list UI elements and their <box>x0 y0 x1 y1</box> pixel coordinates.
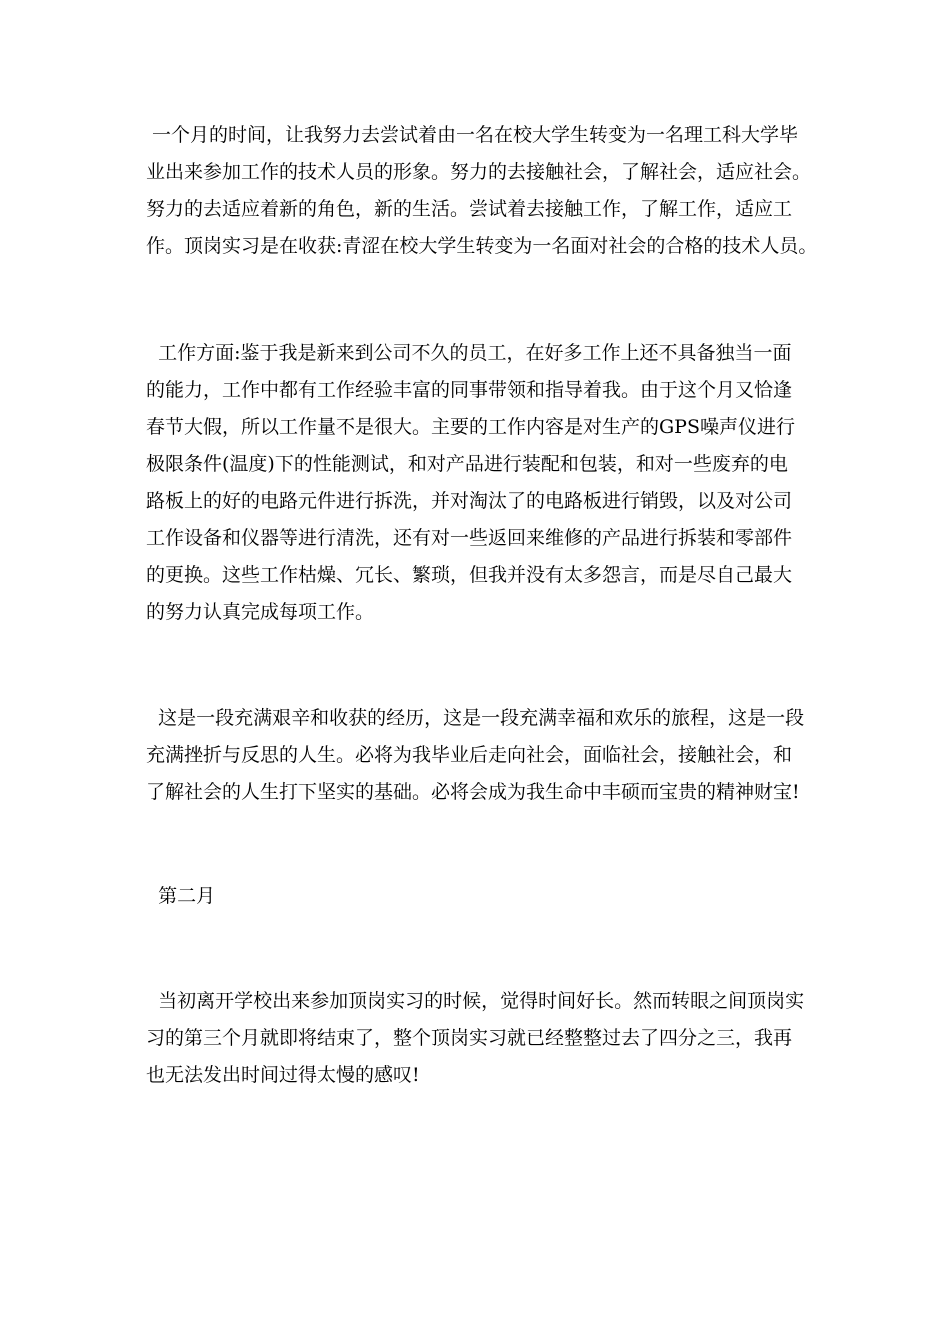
paragraph-line: 业出来参加工作的技术人员的形象。努力的去接触社会，了解社会，适应社会。 <box>146 161 812 183</box>
paragraph-line: 一个月的时间，让我努力去尝试着由一名在校大学生转变为一名理工科大学毕 <box>146 124 799 146</box>
paragraph-line: 的更换。这些工作枯燥、冗长、繁琐，但我并没有太多怨言，而是尽自己最大 <box>146 564 793 586</box>
paragraph-line: 春节大假，所以工作量不是很大。主要的工作内容是对生产的GPS噪声仪进行 <box>146 416 795 438</box>
paragraph-line: 当初离开学校出来参加顶岗实习的时候，觉得时间好长。然而转眼之间顶岗实 <box>146 990 805 1012</box>
section-heading-text: 第二月 <box>146 885 216 907</box>
paragraph-line: 习的第三个月就即将结束了，整个顶岗实习就已经整整过去了四分之三，我再 <box>146 1027 793 1049</box>
paragraph-line: 的能力，工作中都有工作经验丰富的同事带领和指导着我。由于这个月又恰逢 <box>146 379 793 401</box>
paragraph-line: 也无法发出时间过得太慢的感叹! <box>146 1064 420 1086</box>
paragraph-line: 的努力认真完成每项工作。 <box>146 601 375 623</box>
paragraph-line: 作。顶岗实习是在收获:青涩在校大学生转变为一名面对社会的合格的技术人员。 <box>146 235 818 257</box>
paragraph-line: 工作方面:鉴于我是新来到公司不久的员工，在好多工作上还不具备独当一面 <box>146 342 792 364</box>
paragraph-line: 充满挫折与反思的人生。必将为我毕业后走向社会，面临社会，接触社会，和 <box>146 744 793 766</box>
paragraph-line: 路板上的好的电路元件进行拆洗，并对淘汰了的电路板进行销毁，以及对公司 <box>146 490 793 512</box>
paragraph-line: 这是一段充满艰辛和收获的经历，这是一段充满幸福和欢乐的旅程，这是一段 <box>146 707 805 729</box>
paragraph-line: 努力的去适应着新的角色，新的生活。尝试着去接触工作，了解工作，适应工 <box>146 198 793 220</box>
paragraph-line: 工作设备和仪器等进行清洗，还有对一些返回来维修的产品进行拆装和零部件 <box>146 527 793 549</box>
paragraph-line: 极限条件(温度)下的性能测试，和对产品进行装配和包装，和对一些废弃的电 <box>146 453 788 475</box>
paragraph-line: 了解社会的人生打下坚实的基础。必将会成为我生命中丰硕而宝贵的精神财宝! <box>146 781 800 803</box>
